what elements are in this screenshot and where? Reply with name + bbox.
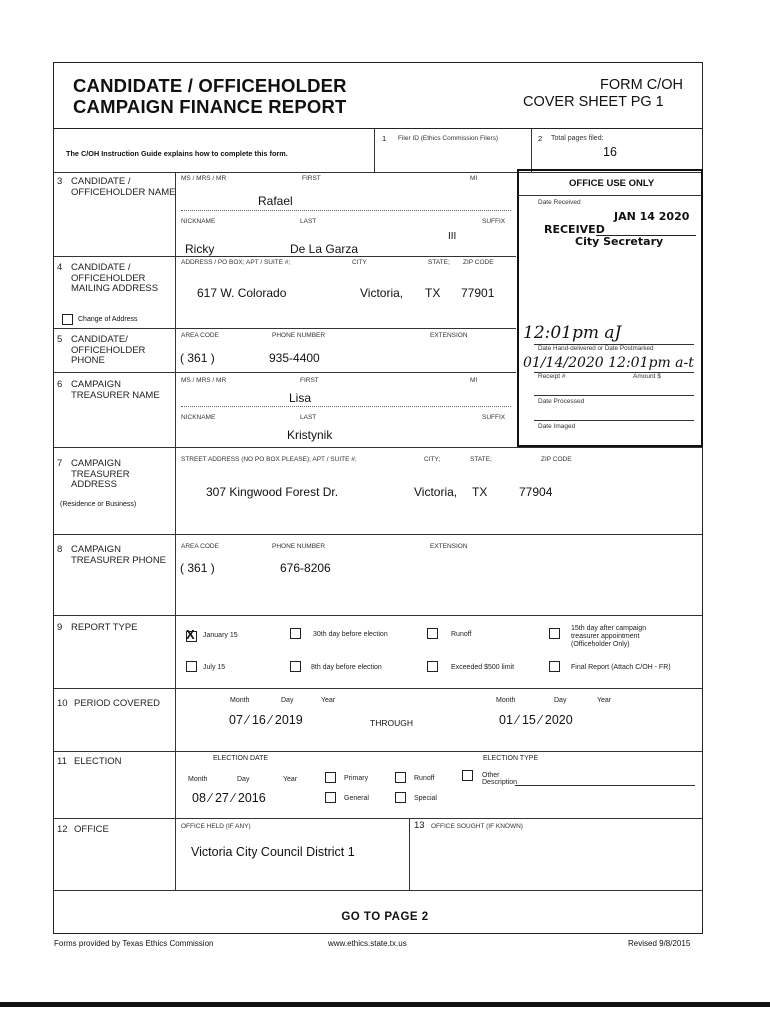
period-from-day[interactable]: 16 [251, 713, 266, 727]
handwritten-receipt: 01/14/2020 12:01pm a-t [523, 355, 694, 371]
candidate-state[interactable]: TX [425, 286, 441, 300]
candidate-first-name[interactable]: Rafael [258, 194, 293, 208]
candidate-nickname[interactable]: Ricky [185, 242, 215, 256]
treasurer-state[interactable]: TX [472, 485, 488, 499]
period-to-day[interactable]: 15 [521, 713, 536, 727]
election-primary-checkbox[interactable] [325, 772, 336, 783]
period-from-year[interactable]: 2019 [274, 713, 303, 727]
section-8-label: CAMPAIGN TREASURER PHONE [71, 544, 167, 566]
candidate-suffix[interactable]: III [448, 231, 457, 242]
section-4-label: CANDIDATE / OFFICEHOLDER MAILING ADDRESS [71, 262, 159, 294]
section-7-label: CAMPAIGN TREASURER ADDRESS [71, 458, 130, 490]
election-other-checkbox[interactable] [462, 770, 473, 781]
report-type-8day-checkbox[interactable] [290, 661, 301, 672]
section-10-label: PERIOD COVERED [74, 698, 161, 709]
treasurer-area-code[interactable]: 361 [187, 561, 208, 575]
footer-website[interactable]: www.ethics.state.tx.us [328, 939, 407, 948]
header-divider [54, 128, 702, 129]
candidate-area-code[interactable]: 361 [187, 351, 208, 365]
section-6-label: CAMPAIGN TREASURER NAME [71, 379, 160, 401]
received-stamp-office: City Secretary [575, 235, 664, 248]
report-type-jul15-checkbox[interactable] [186, 661, 197, 672]
total-pages-label: Total pages filed: [551, 135, 604, 142]
form-page-label: COVER SHEET PG 1 [523, 94, 664, 110]
go-to-page-2: GO TO PAGE 2 [341, 911, 429, 923]
filer-id-label: Filer ID (Ethics Commission Filers) [398, 135, 499, 142]
section-5-label: CANDIDATE/ OFFICEHOLDER PHONE [71, 334, 146, 366]
election-year[interactable]: 2016 [237, 791, 266, 805]
treasurer-zip[interactable]: 77904 [519, 485, 553, 499]
report-type-check-mark: X [186, 627, 195, 642]
candidate-zip[interactable]: 77901 [461, 286, 495, 300]
election-runoff-checkbox[interactable] [395, 772, 406, 783]
treasurer-phone[interactable]: 676-8206 [280, 561, 331, 575]
treasurer-last-name[interactable]: Kristynik [287, 428, 333, 442]
section-11-label: ELECTION [74, 756, 122, 767]
election-special-checkbox[interactable] [395, 792, 406, 803]
report-type-exceeded-checkbox[interactable] [427, 661, 438, 672]
form-title-line2: CAMPAIGN FINANCE REPORT [73, 96, 347, 117]
candidate-address[interactable]: 617 W. Colorado [197, 286, 287, 300]
filer-id-number: 1 [382, 134, 387, 143]
report-type-final-checkbox[interactable] [549, 661, 560, 672]
period-to-month[interactable]: 01 [499, 713, 513, 727]
page-bottom-bar [0, 1002, 770, 1007]
period-through-label: THROUGH [370, 718, 413, 728]
period-to-year[interactable]: 2020 [544, 713, 573, 727]
candidate-phone[interactable]: 935-4400 [269, 351, 320, 365]
report-type-runoff-checkbox[interactable] [427, 628, 438, 639]
office-held-value[interactable]: Victoria City Council District 1 [191, 845, 355, 859]
received-stamp-date: JAN 14 2020 [614, 210, 690, 223]
section-3-label: CANDIDATE / OFFICEHOLDER NAME [71, 176, 176, 198]
election-general-checkbox[interactable] [325, 792, 336, 803]
treasurer-first-name[interactable]: Lisa [289, 391, 312, 405]
section-12-label: OFFICE [74, 824, 109, 835]
office-use-title: OFFICE USE ONLY [569, 178, 655, 189]
section-3-number: 3 [57, 176, 63, 187]
report-type-30day-checkbox[interactable] [290, 628, 301, 639]
election-day[interactable]: 27 [214, 791, 229, 805]
form-code: FORM C/OH [600, 77, 683, 93]
report-type-15day-checkbox[interactable] [549, 628, 560, 639]
section-9-label: REPORT TYPE [71, 622, 138, 633]
treasurer-city[interactable]: Victoria, [414, 485, 458, 499]
period-from-month[interactable]: 07 [229, 713, 243, 727]
handwritten-time: 12:01pm aJ [523, 323, 622, 343]
instruction-text: The C/OH Instruction Guide explains how to complete this form. [66, 149, 288, 158]
section-13-label: OFFICE SOUGHT (IF KNOWN) [431, 823, 523, 830]
candidate-city[interactable]: Victoria, [360, 286, 404, 300]
total-pages-value[interactable]: 16 [603, 145, 617, 159]
candidate-last-name[interactable]: De La Garza [290, 242, 359, 256]
footer-revised: Revised 9/8/2015 [628, 939, 691, 948]
received-stamp: RECEIVED [544, 223, 605, 236]
election-month[interactable]: 08 [192, 791, 206, 805]
total-pages-number: 2 [538, 134, 543, 143]
treasurer-address[interactable]: 307 Kingwood Forest Dr. [206, 485, 339, 499]
footer-provided-by: Forms provided by Texas Ethics Commission [54, 939, 214, 948]
form-title-line1: CANDIDATE / OFFICEHOLDER [73, 75, 347, 96]
change-of-address-checkbox[interactable] [62, 314, 73, 325]
